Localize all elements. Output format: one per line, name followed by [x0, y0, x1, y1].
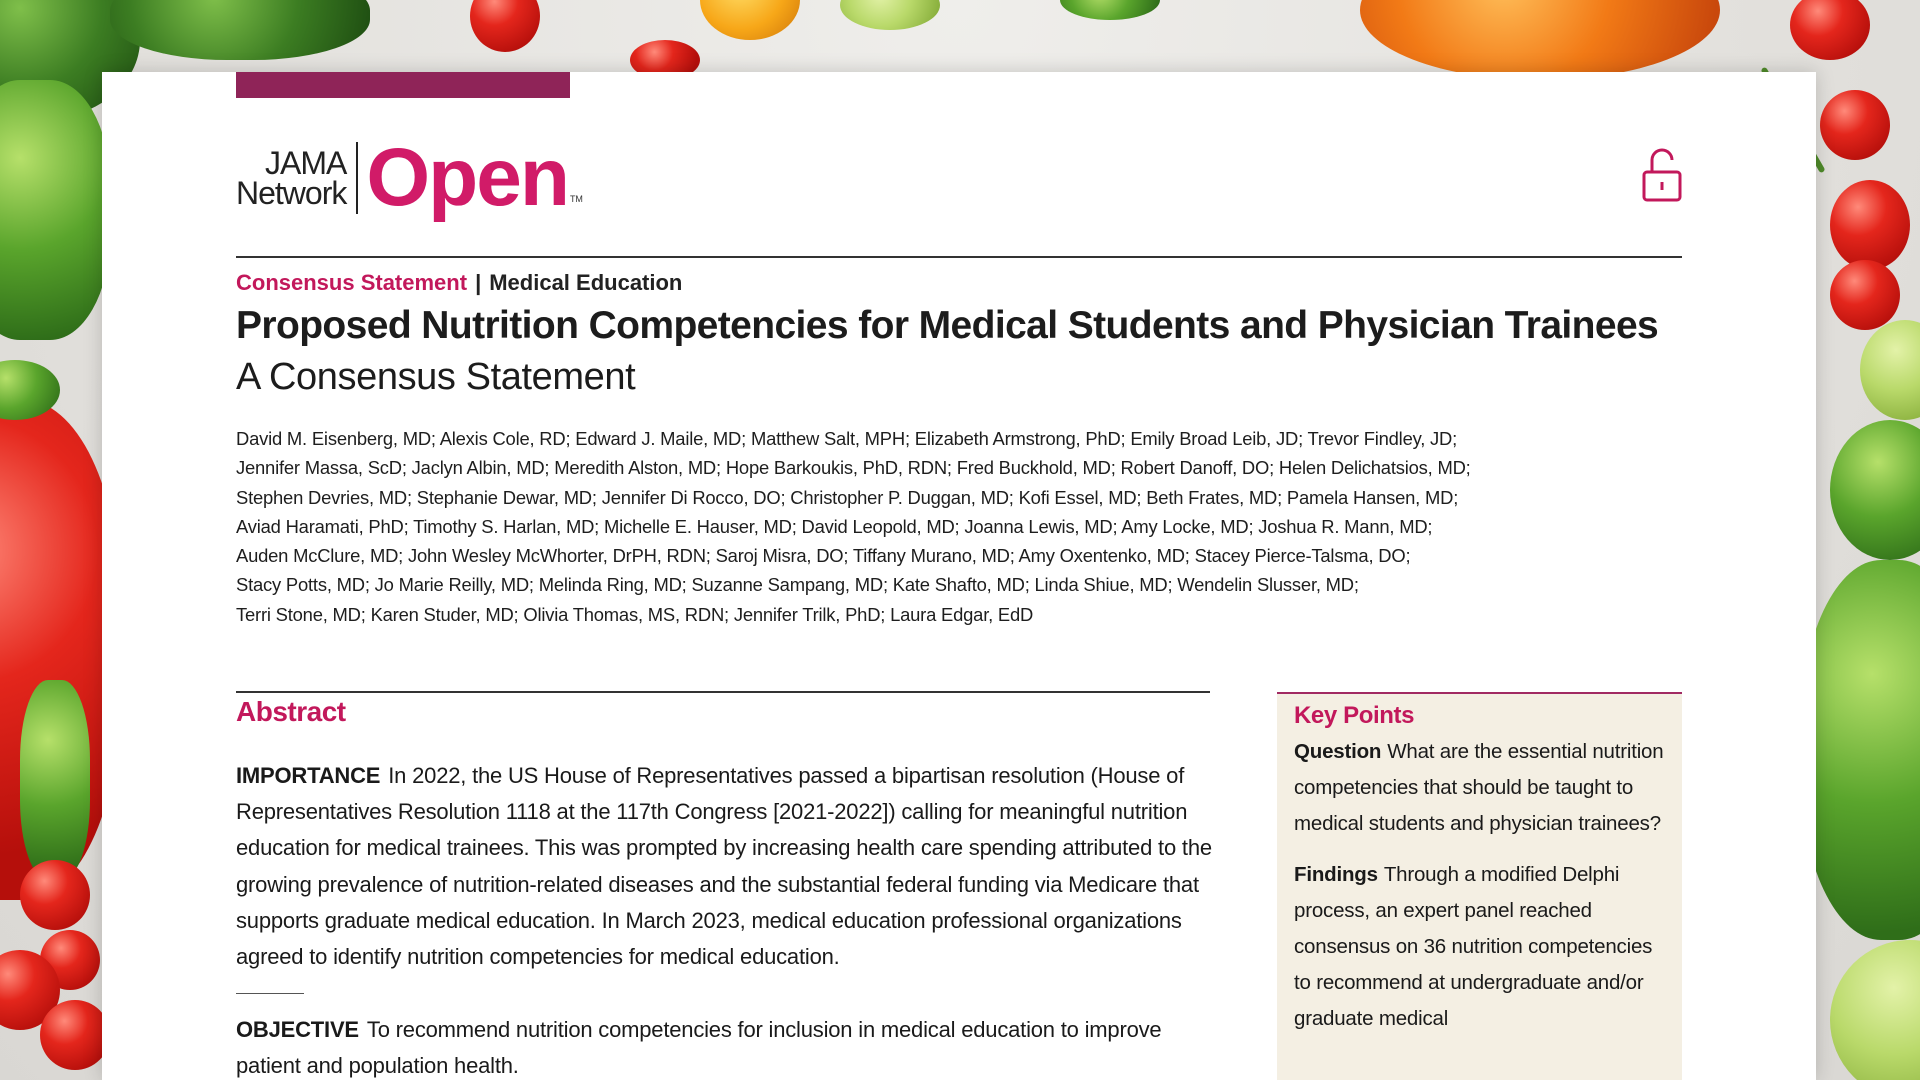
jama-network-open-logo	[236, 132, 583, 223]
author-line: David M. Eisenberg, MD; Alexis Cole, RD; Edward J. Maile, MD; Matthew Salt, MPH; Elizabeth Armstrong, PhD; Emily Broad Leib, JD; Trevor Findley, JD;	[236, 428, 1458, 449]
author-line: Jennifer Massa, ScD; Jaclyn Albin, MD; Meredith Alston, MD; Hope Barkoukis, PhD, RDN; Fred Buckhold, MD; Robert Danoff, DO; Helen Delichatsios, MD;	[236, 457, 1471, 479]
yellow-pepper	[700, 0, 800, 40]
green-pepper	[20, 680, 90, 880]
findings-label: Findings	[1294, 862, 1378, 886]
abstract-importance	[236, 758, 1221, 975]
category-label: Consensus Statement	[236, 270, 468, 295]
logo-wordmark	[236, 145, 347, 211]
question-label: Question	[1294, 740, 1382, 763]
header-rule	[236, 256, 1682, 258]
author-line: Aviad Haramati, PhD; Timothy S. Harlan, MD; Michelle E. Hauser, MD; David Leopold, MD; Joanna Lewis, MD; Amy Locke, MD; Joshua R. Mann, MD;	[236, 515, 1433, 537]
author-line: Auden McClure, MD; John Wesley McWhorter, DrPH, RDN; Saroj Misra, DO; Tiffany Murano, MD; Amy Oxentenko, MD; Stacey Pierce-Talsma, DO;	[236, 545, 1411, 567]
author-line: Stacy Potts, MD; Jo Marie Reilly, MD; Melinda Ring, MD; Suzanne Sampang, MD; Kate Shafto, MD; Linda Shiue, MD; Wendelin Slusser, MD;	[236, 574, 1359, 596]
logo-divider	[356, 142, 358, 214]
question-text: What are the essential nutrition competencies that should be taught to medical students and physician trainees?	[1294, 740, 1664, 836]
orange-tomato	[1360, 0, 1720, 80]
lettuce-leaf	[1830, 940, 1920, 1080]
author-line: Terri Stone, MD; Karen Studer, MD; Olivia Thomas, MS, RDN; Jennifer Trilk, PhD; Laura Edgar, EdD	[236, 603, 1034, 625]
green-pepper	[1060, 0, 1160, 20]
logo-jama-text: JAMA	[265, 145, 347, 181]
open-lock-icon	[1640, 146, 1684, 204]
key-point-question	[1294, 734, 1666, 843]
subcategory-label: Medical Education	[489, 270, 683, 295]
abstract-heading: Abstract	[236, 696, 346, 727]
logo-trademark: TM	[569, 194, 583, 204]
author-line: Stephen Devries, MD; Stephanie Dewar, MD; Jennifer Di Rocco, DO; Christopher P. Duggan, MD; Kofi Essel, MD; Beth Frates, MD; Pamela Hansen, MD;	[236, 486, 1459, 508]
lettuce-leaf	[0, 80, 110, 340]
key-points-box	[1277, 692, 1682, 1080]
cucumber	[110, 0, 370, 60]
journal-color-bar	[236, 72, 570, 98]
abstract-rule	[236, 691, 1210, 693]
article-page	[102, 72, 1816, 1080]
broccoli	[840, 0, 940, 30]
cherry-tomato	[470, 0, 540, 52]
article-title: Proposed Nutrition Competencies for Medical Students and Physician Trainees	[236, 304, 1659, 347]
cherry-tomato	[1830, 260, 1900, 330]
category-separator: |	[475, 270, 482, 295]
findings-text: Through a modified Delphi process, an expert panel reached consensus on 36 nutrition competencies to recommend at undergraduate and/or graduate medical	[1294, 862, 1653, 1031]
importance-label: IMPORTANCE	[236, 763, 381, 788]
cherry-tomato	[1830, 180, 1910, 270]
cherry-tomato	[40, 1000, 110, 1070]
brussels-sprout	[1830, 420, 1920, 560]
lettuce-leaf	[1800, 560, 1920, 940]
objective-label: OBJECTIVE	[236, 1017, 359, 1042]
cherry-tomato	[20, 860, 90, 930]
key-point-findings	[1294, 857, 1666, 1038]
key-points-heading: Key Points	[1294, 702, 1415, 729]
cherry-tomato	[1820, 90, 1890, 160]
section-divider	[236, 993, 304, 994]
abstract-objective	[236, 1012, 1221, 1080]
brussels-sprout	[1860, 320, 1920, 420]
logo-network-text: Network	[236, 175, 347, 211]
author-list	[236, 424, 1566, 629]
article-subtitle: A Consensus Statement	[236, 356, 636, 398]
article-category	[236, 270, 682, 296]
logo-open-text: Open	[366, 132, 568, 223]
objective-text: To recommend nutrition competencies for inclusion in medical education to improve patient and population health.	[236, 1017, 1162, 1079]
importance-text: In 2022, the US House of Representatives passed a bipartisan resolution (House of Representatives Resolution 1118 at the 117th Congress [2021-2022]) calling for meaningful nutrition education for medical trainees. This was prompted by increasing health care spending attributed to the growing prevalence of nutrition-related diseases and the substantial federal funding via Medicare that supports graduate medical education. In March 2023, medical education professional organizations agreed to identify nutrition competencies for medical education.	[236, 763, 1212, 970]
cherry-tomato	[1790, 0, 1870, 60]
